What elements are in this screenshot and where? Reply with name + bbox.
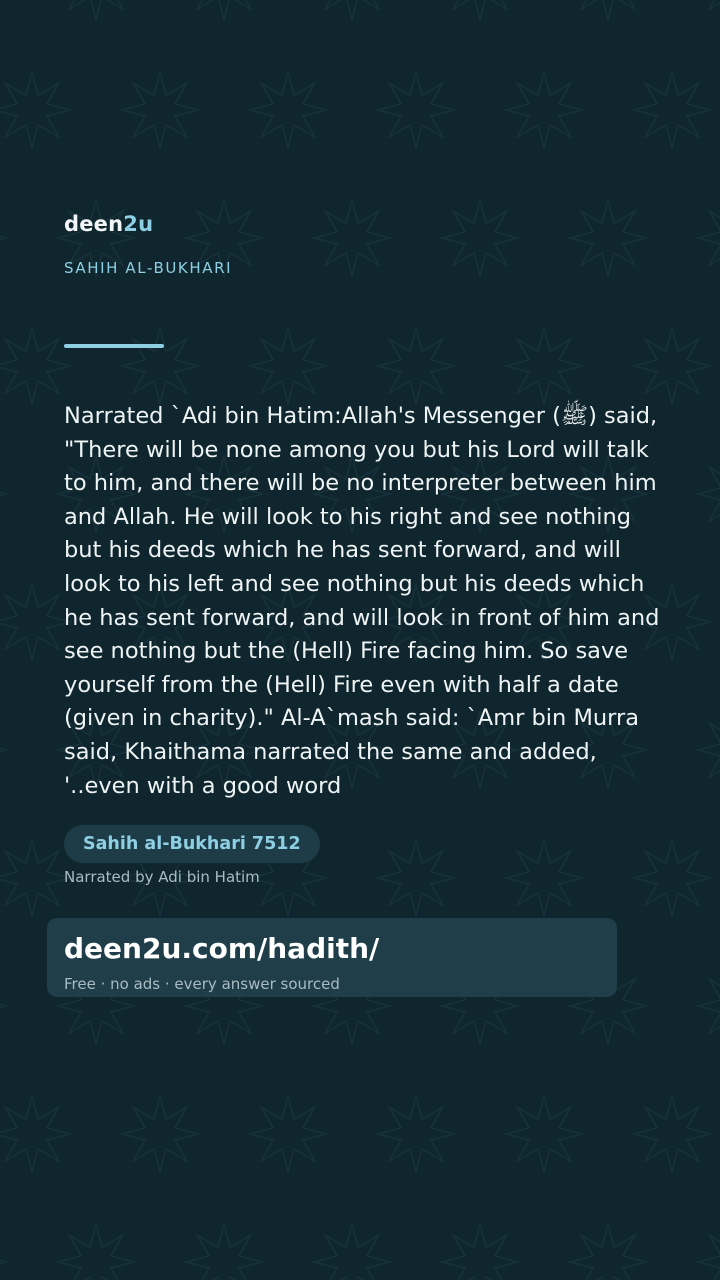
brand-logo: [64, 212, 153, 236]
cta-card[interactable]: [47, 918, 617, 997]
collection-label: SAHIH AL-BUKHARI: [64, 259, 233, 277]
cta-tagline: Free · no ads · every answer sourced: [64, 975, 340, 993]
brand-name-main: deen: [64, 212, 124, 236]
divider: [64, 344, 164, 348]
hadith-text: Narrated `Adi bin Hatim:Allah's Messenger (ﷺ) said, "There will be none among you but his Lord will talk to him, and there will be no interpreter between him and Allah. He will look to his right and see nothing but his deeds which he has sent forward, and will look to his left and see nothing but his deeds which he has sent forward, and will look in front of him and see nothing but the (Hell) Fire facing him. So save yourself from the (Hell) Fire even with half a date (given in charity)." Al-A`mash said: `Amr bin Murra said, Khaithama narrated the same and added, '..even with a good word: [64, 403, 660, 799]
reference-badge: Sahih al-Bukhari 7512: [64, 825, 320, 863]
brand-name-accent: 2u: [123, 212, 154, 236]
narrator-caption: Narrated by Adi bin Hatim: [64, 868, 260, 886]
cta-url-link[interactable]: deen2u.com/hadith/: [64, 932, 380, 965]
